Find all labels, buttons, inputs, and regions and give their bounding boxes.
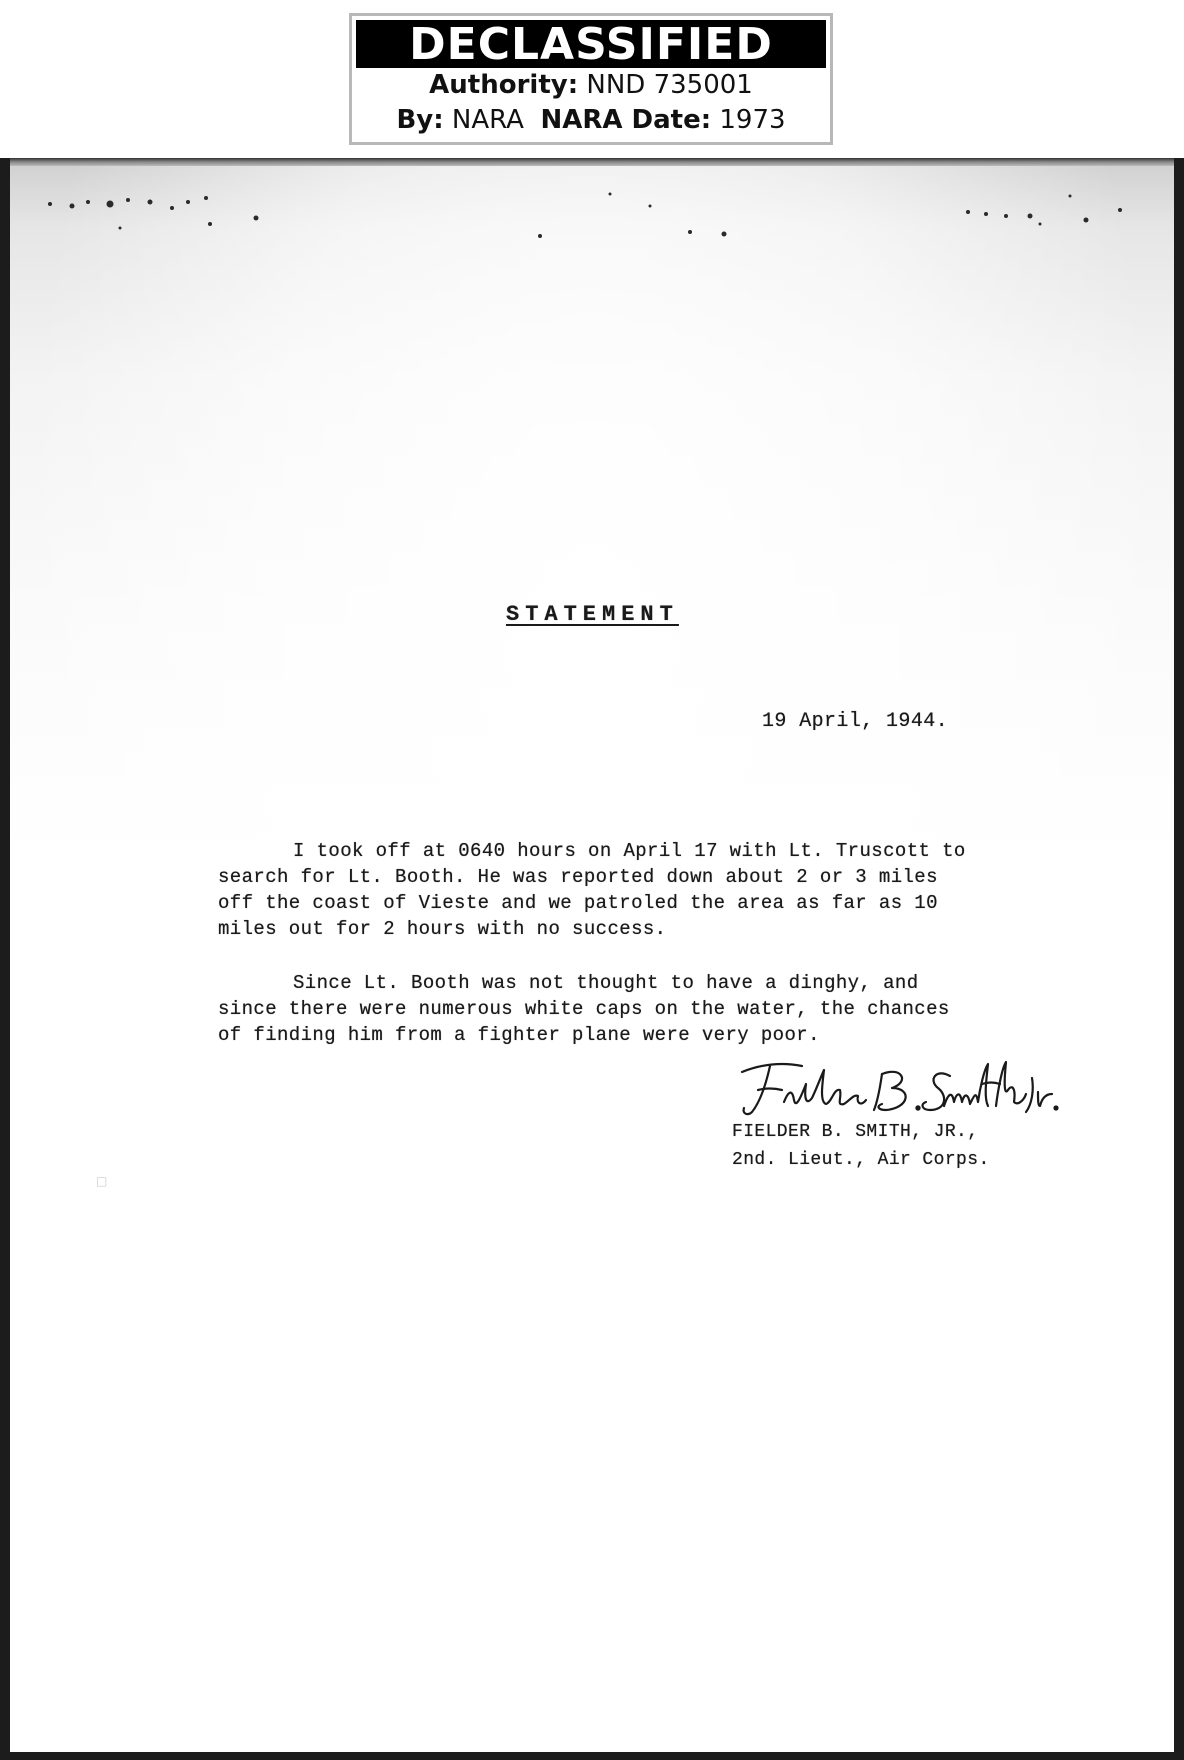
stamp-authority-label: Authority: <box>429 70 579 100</box>
paragraph-1-line: I took off at 0640 hours on April 17 with Lt. Truscott to <box>293 840 966 862</box>
paragraph-2 <box>218 970 998 1048</box>
document-title: STATEMENT <box>506 602 679 627</box>
stamp-by-label: By: <box>396 105 444 135</box>
signer-name: FIELDER B. SMITH, JR., <box>732 1122 979 1142</box>
signer-rank: 2nd. Lieut., Air Corps. <box>732 1150 990 1170</box>
paragraph-1-line: miles out for 2 hours with no success. <box>218 918 667 940</box>
scanned-page <box>0 158 1184 1760</box>
paragraph-2-line: of finding him from a fighter plane were very poor. <box>218 1024 820 1046</box>
scan-artifact-mark: □ <box>96 1174 108 1188</box>
paragraph-1-line: off the coast of Vieste and we patroled the area as far as 10 <box>218 892 938 914</box>
paragraph-1-line: search for Lt. Booth. He was reported down about 2 or 3 miles <box>218 866 938 888</box>
handwritten-signature <box>732 1054 1062 1118</box>
declassified-stamp <box>349 13 833 145</box>
stamp-authority-value: NND 735001 <box>586 70 753 100</box>
scan-speckles <box>10 158 1174 278</box>
stamp-heading: DECLASSIFIED <box>356 20 826 68</box>
paragraph-2-line: Since Lt. Booth was not thought to have a dinghy, and <box>293 972 919 994</box>
document-date: 19 April, 1944. <box>762 710 949 733</box>
paragraph-2-line: since there were numerous white caps on the water, the chances <box>218 998 950 1020</box>
stamp-date-label: NARA Date: <box>540 105 712 135</box>
stamp-by-line <box>352 103 830 138</box>
stamp-authority-line <box>352 68 830 103</box>
paragraph-1 <box>218 838 998 942</box>
stamp-by-value: NARA <box>451 105 524 135</box>
stamp-date-value: 1973 <box>719 105 786 135</box>
